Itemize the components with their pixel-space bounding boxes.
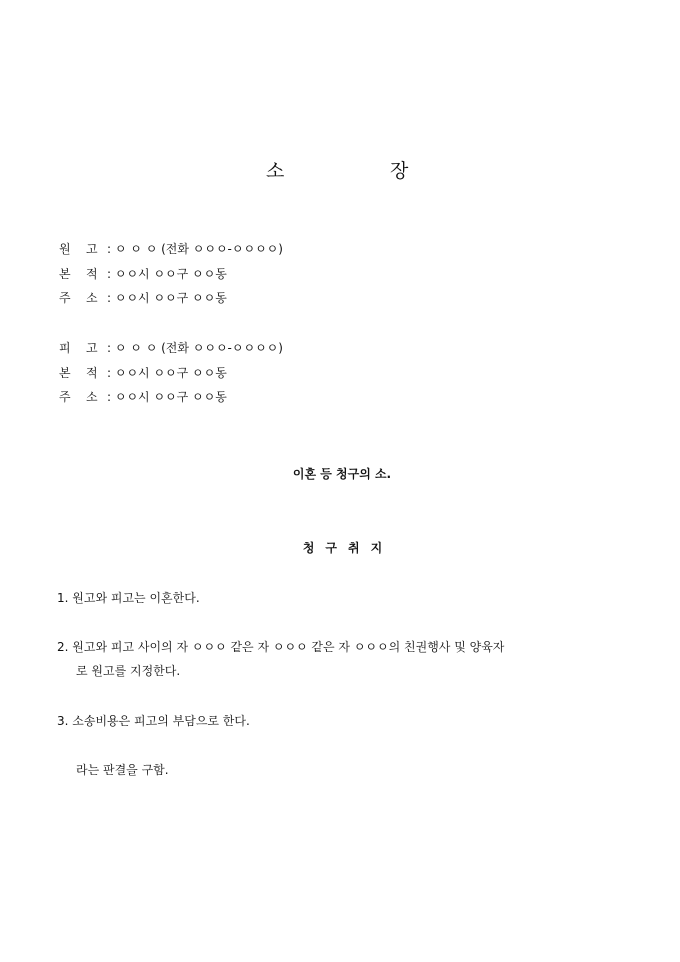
label-char: 고 (86, 341, 98, 355)
label-char: 주 (59, 291, 71, 305)
plaintiff-address-value: ㅇㅇ시 ㅇㅇ구 ㅇㅇ동 (114, 291, 227, 305)
title-char-2: 장 (390, 160, 409, 182)
defendant-domicile-row (59, 361, 283, 386)
label-char: 적 (86, 266, 98, 281)
case-title: 이혼 등 청구의 소. (292, 467, 392, 481)
defendant-block (59, 336, 283, 410)
closing-statement: 라는 판결을 구함. (76, 763, 169, 777)
label-char: 고 (86, 242, 98, 256)
defendant-domicile-label (59, 361, 107, 386)
label-char: 원 (59, 242, 71, 256)
plaintiff-domicile-row (59, 262, 283, 287)
plaintiff-domicile-value: ㅇㅇ시 ㅇㅇ구 ㅇㅇ동 (114, 266, 227, 281)
claim-item-3: 3. 소송비용은 피고의 부담으로 한다. (57, 714, 250, 728)
defendant-name-label (59, 336, 107, 361)
defendant-name-row (59, 336, 283, 361)
title-char-1: 소 (266, 160, 285, 182)
label-char: 적 (86, 365, 98, 380)
label-char: 소 (86, 291, 98, 305)
colon: : (107, 365, 112, 380)
defendant-address-value: ㅇㅇ시 ㅇㅇ구 ㅇㅇ동 (114, 390, 227, 404)
claim-heading: 청구취지 (302, 541, 394, 555)
plaintiff-name-label (59, 237, 107, 262)
defendant-address-label (59, 385, 107, 410)
document-title (0, 156, 680, 184)
colon: : (107, 341, 112, 355)
plaintiff-name-value: ㅇ ㅇ ㅇ (전화 ㅇㅇㅇ-ㅇㅇㅇㅇ) (114, 242, 283, 256)
claim-item-2-line-2: 로 원고를 지정한다. (76, 664, 181, 678)
colon: : (107, 390, 112, 404)
label-char: 본 (59, 365, 71, 380)
plaintiff-name-row (59, 237, 283, 262)
label-char: 주 (59, 390, 71, 404)
label-char: 피 (59, 341, 71, 355)
plaintiff-block (59, 237, 283, 311)
plaintiff-address-label (59, 286, 107, 311)
plaintiff-domicile-label (59, 262, 107, 287)
claim-item-2-line-1: 2. 원고와 피고 사이의 자 ㅇㅇㅇ 같은 자 ㅇㅇㅇ 같은 자 ㅇㅇㅇ의 친권행사 및 양육자 (57, 640, 505, 654)
colon: : (107, 242, 112, 256)
claim-item-1: 1. 원고와 피고는 이혼한다. (57, 591, 200, 605)
colon: : (107, 291, 112, 305)
label-char: 본 (59, 266, 71, 281)
defendant-name-value: ㅇ ㅇ ㅇ (전화 ㅇㅇㅇ-ㅇㅇㅇㅇ) (114, 341, 283, 355)
defendant-address-row (59, 385, 283, 410)
defendant-domicile-value: ㅇㅇ시 ㅇㅇ구 ㅇㅇ동 (114, 365, 227, 380)
colon: : (107, 266, 112, 281)
label-char: 소 (86, 390, 98, 404)
plaintiff-address-row (59, 286, 283, 311)
